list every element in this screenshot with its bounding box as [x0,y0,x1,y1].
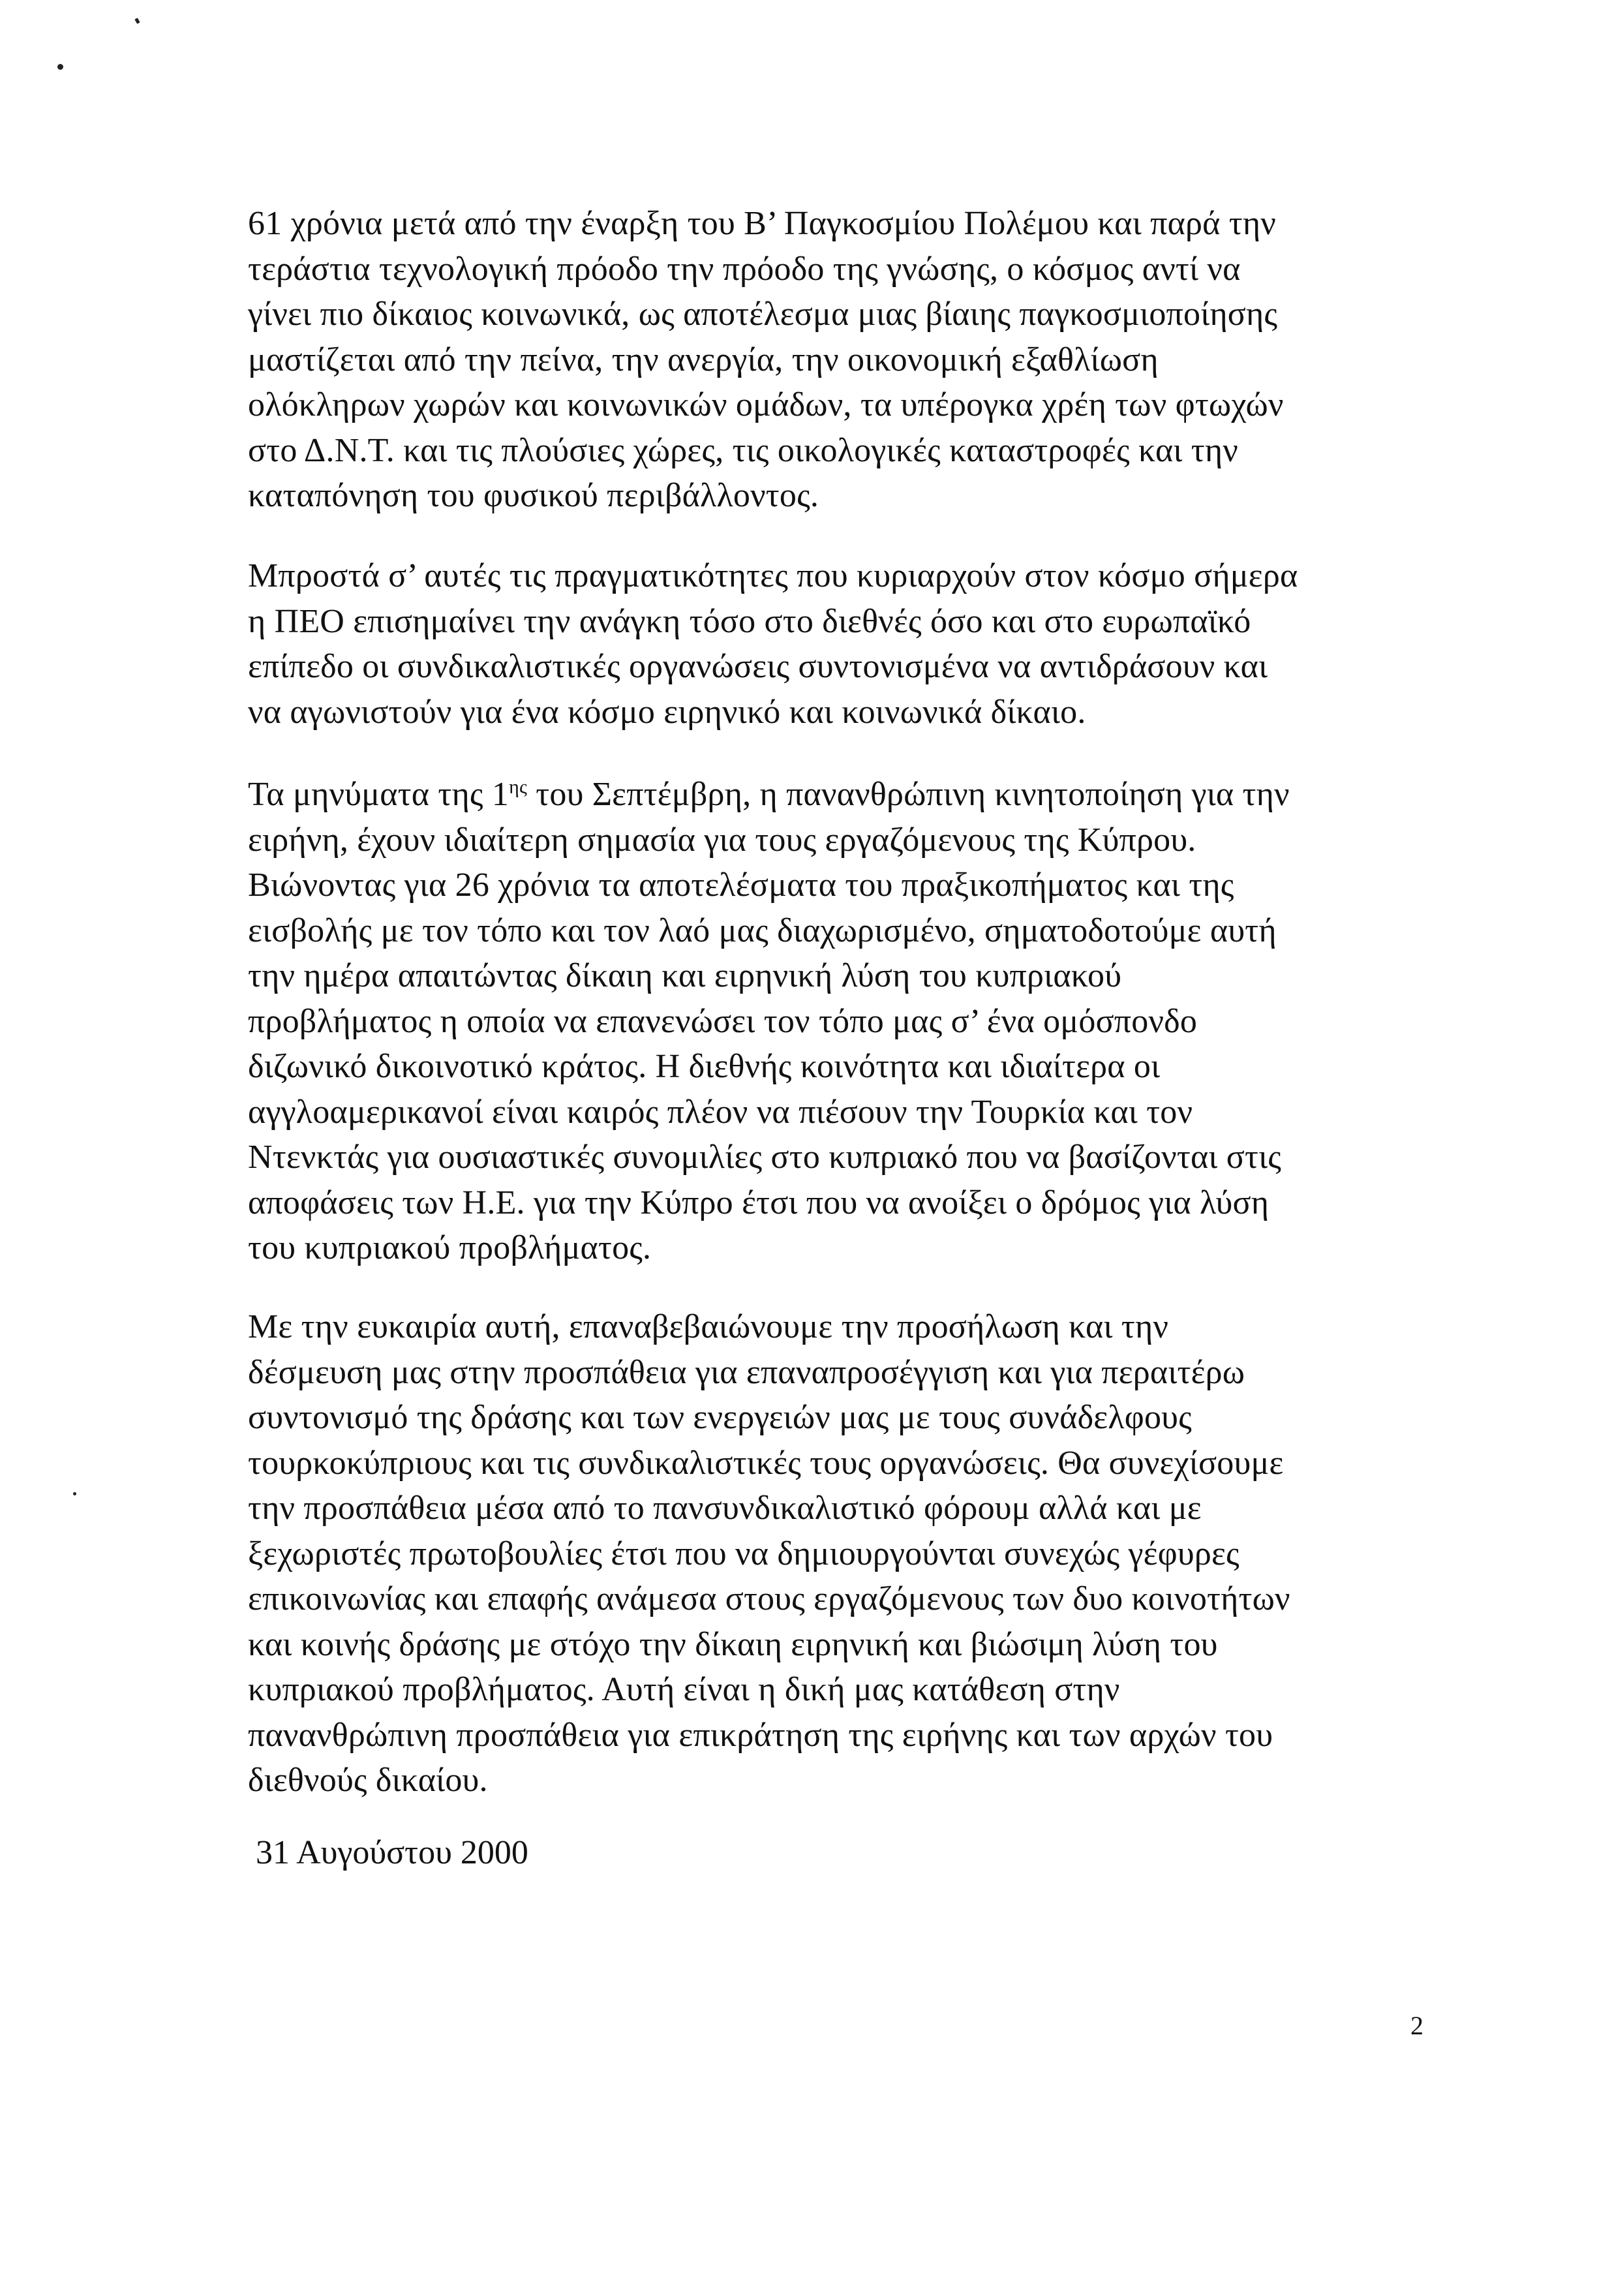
scan-speck [134,18,140,23]
paragraph-1: 61 χρόνια μετά από την έναρξη του Β’ Παγκοσμίου Πολέμου και παρά την τεράστια τεχνολογική πρόοδο την πρόοδο της γνώσης, ο κόσμος αντί να γίνει πιο δίκαιος κοινωνικά, ως αποτέλεσμα μιας βίαιης παγκοσμιοποίησης μαστίζεται από την πείνα, την ανεργία, την οικονομική εξαθλίωση ολόκληρων χωρών και κοινωνικών ομάδων, τα υπέρογκα χρέη των φτωχών στο Δ.Ν.Τ. και τις πλούσιες χώρες, τις οικολογικές καταστροφές και την καταπόνηση του φυσικού περιβάλλοντος. [248,205,1284,514]
paragraph-3-rest: του Σεπτέμβρη, η πανανθρώπινη κινητοποίηση για την ειρήνη, έχουν ιδιαίτερη σημασία για τους εργαζόμενους της Κύπρου. Βιώνοντας για 26 χρόνια τα αποτελέσματα του πραξικοπήματος και της εισβολής με τον τόπο και τον λαό μας διαχωρισμένο, σηματοδοτούμε αυτή την ημέρα απαιτώντας δίκαιη και ειρηνική λύση του κυπριακού προβλήματος η οποία να επανενώσει τον τόπο μας σ’ ένα ομόσπονδο διζωνικό δικοινοτικό κράτος. Η διεθνής κοινότητα και ιδιαίτερα οι αγγλοαμερικανοί είναι καιρός πλέον να πιέσουν την Τουρκία και τον Ντενκτάς για ουσιαστικές συνομιλίες στο κυπριακό που να βασίζονται στις αποφάσεις των Η.Ε. για την Κύπρο έτσι που να ανοίξει ο δρόμος για λύση του κυπριακού προβλήματος. [248,776,1290,1266]
scan-speck [73,1492,76,1495]
paragraph-3-start: Τα μηνύματα της 1 [248,776,509,813]
paragraph-3 [248,772,1409,1271]
ordinal-suffix: ης [509,776,528,798]
document-date: 31 Αυγούστου 2000 [256,1834,528,1871]
paragraph-2: Μπροστά σ’ αυτές τις πραγματικότητες που κυριαρχούν στον κόσμο σήμερα η ΠΕΟ επισημαίνει την ανάγκη τόσο στο διεθνές όσο και στο ευρωπαϊκό επίπεδο οι συνδικαλιστικές οργανώσεις συντονισμένα να αντιδράσουν και να αγωνιστούν για ένα κόσμο ειρηνικό και κοινωνικά δίκαιο. [248,557,1298,731]
scan-speck [57,64,63,70]
page-number: 2 [1410,2011,1423,2040]
paragraph-4: Με την ευκαιρία αυτή, επαναβεβαιώνουμε την προσήλωση και την δέσμευση μας στην προσπάθεια για επαναπροσέγγιση και για περαιτέρω συντονισμό της δράσης και των ενεργειών μας με τους συνάδελφους τουρκοκύπριους και τις συνδικαλιστικές τους οργανώσεις. Θα συνεχίσουμε την προσπάθεια μέσα από το πανσυνδικαλιστικό φόρουμ αλλά και με ξεχωριστές πρωτοβουλίες έτσι που να δημιουργούνται συνεχώς γέφυρες επικοινωνίας και επαφής ανάμεσα στους εργαζόμενους των δυο κοινοτήτων και κοινής δράσης με στόχο την δίκαιη ειρηνική και βιώσιμη λύση του κυπριακού προβλήματος. Αυτή είναι η δική μας κατάθεση στην πανανθρώπινη προσπάθεια για επικράτηση της ειρήνης και των αρχών του διεθνούς δικαίου. [248,1308,1290,1799]
